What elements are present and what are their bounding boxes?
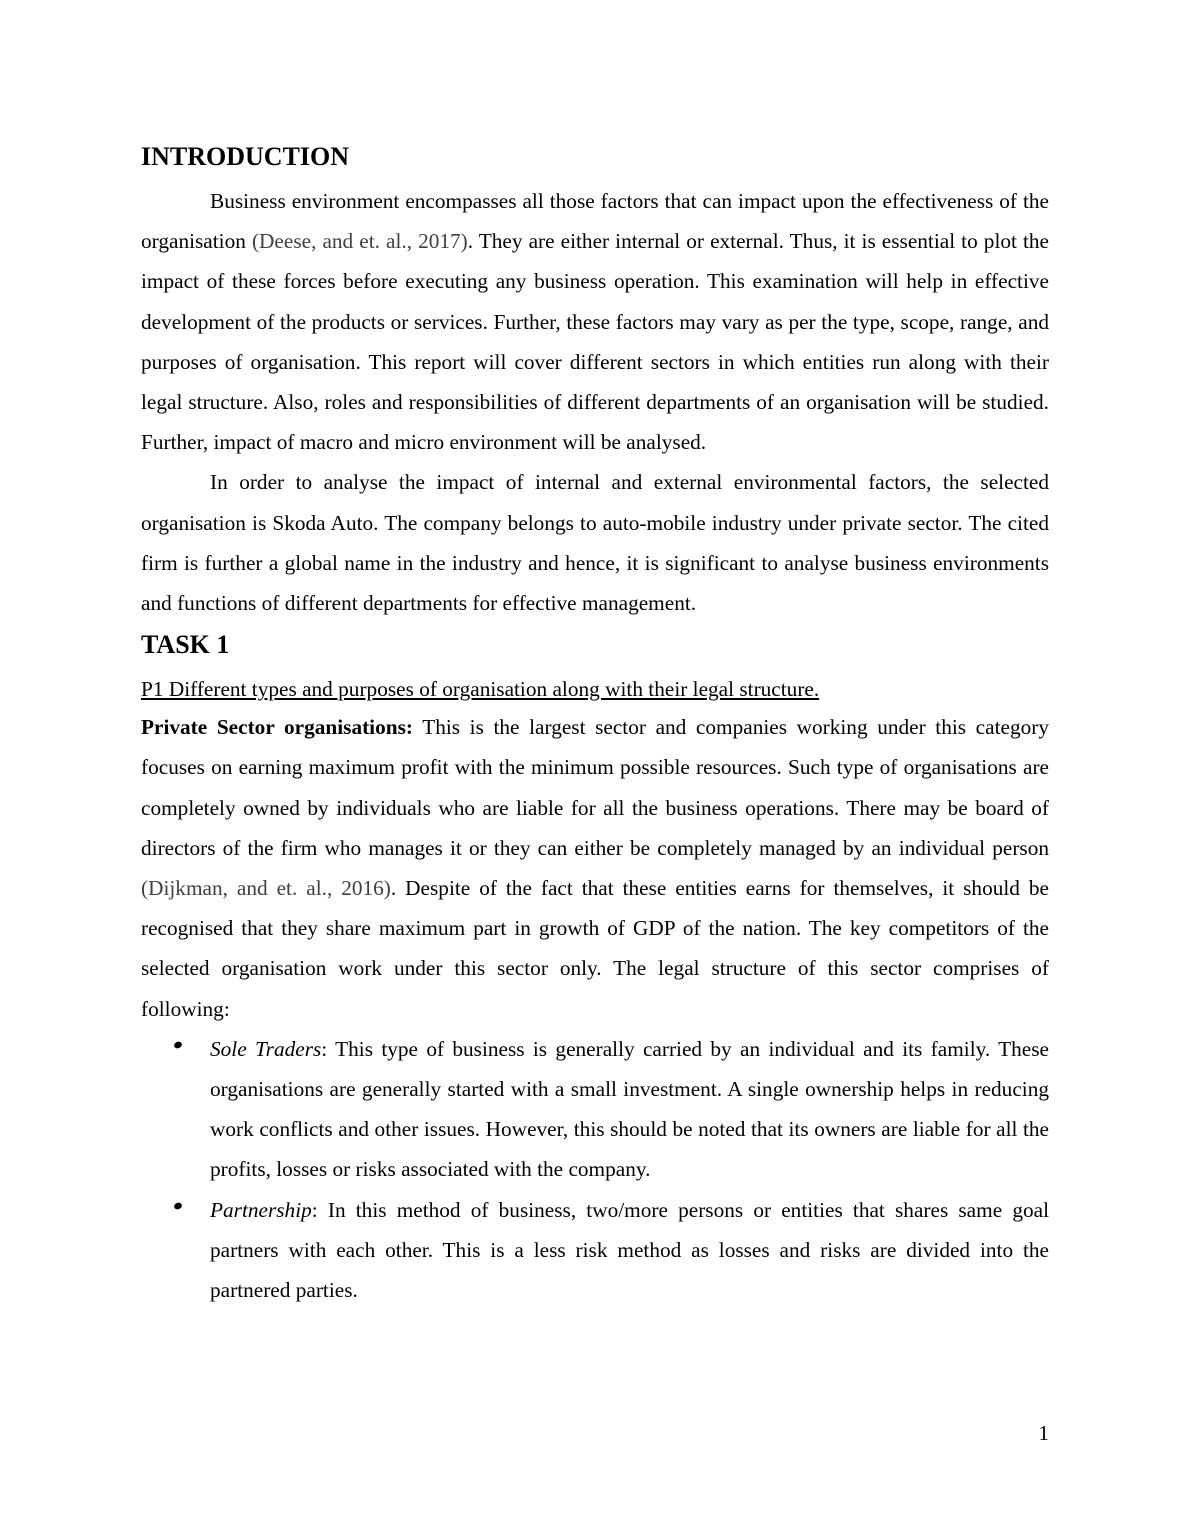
sole-traders-text: : This type of business is generally carried by an individual and its family. These organisations are generally started with a small investment. A single ownership helps in reducing work conflicts and other issues. However, this should be noted that its owners are liable for all the profits, losses or risks associated with the company. xyxy=(210,1036,1049,1182)
intro-p1-text-start: Business environment encompasses all those factors that can impact upon the effectiveness of the organisation xyxy=(141,189,1049,254)
intro-paragraph-2: In order to analyse the impact of internal and external environmental factors, the selected organisation is Skoda Auto. The company belongs to auto-mobile industry under private sector. The cited firm is further a global name in the industry and hence, it is significant to analyse business environments and functions of different departments for effective management. xyxy=(141,470,1049,616)
intro-citation: (Deese, and et. al., 2017) xyxy=(251,229,468,254)
private-sector-label: Private Sector organisations: xyxy=(141,715,413,740)
list-item-sole-traders xyxy=(210,1029,1049,1190)
bullet-icon xyxy=(173,1201,183,1210)
list-item-partnership xyxy=(210,1190,1049,1311)
task-1-heading: TASK 1 xyxy=(141,630,230,660)
page-content xyxy=(141,139,1049,1310)
private-sector-text-end: . Despite of the fact that these entities earns for themselves, it should be recognised that they share maximum part in growth of GDP of the nation. The key competitors of the selected organisation work under this sector only. The legal structure of this sector comprises of following: xyxy=(141,876,1049,1021)
intro-p1-text-end: . They are either internal or external. Thus, it is essential to plot the impact of these forces before executing any business operation. This examination will help in effective development of the products or services. Further, these factors may vary as per the type, scope, range, and purposes of organisation. This report will cover different sectors in which entities run along with their legal structure. Also, roles and responsibilities of different departments of an organisation will be studied. Further, impact of macro and micro environment will be analysed. xyxy=(141,229,1050,455)
p1-subheading: P1 Different types and purposes of organisation along with their legal structure. xyxy=(141,677,820,702)
introduction-heading: INTRODUCTION xyxy=(141,142,350,171)
sole-traders-term: Sole Traders xyxy=(210,1036,322,1061)
partnership-term: Partnership xyxy=(210,1197,312,1222)
legal-structure-list xyxy=(141,1029,1049,1310)
page-number: 1 xyxy=(1038,1421,1049,1445)
private-sector-citation: (Dijkman, and et. al., 2016) xyxy=(141,876,391,901)
intro-paragraph-1 xyxy=(141,181,1049,462)
bullet-icon xyxy=(173,1040,183,1049)
private-sector-paragraph xyxy=(141,707,1049,1029)
private-sector-text-start: This is the largest sector and companies working under this category focuses on earning maximum profit with the minimum possible resources. Such type of organisations are completely owned by individuals who are liable for all the business operations. There may be board of directors of the firm who manages it or they can either be completely managed by an individual person xyxy=(141,715,1049,860)
partnership-text: : In this method of business, two/more persons or entities that shares same goal partners with each other. This is a less risk method as losses and risks are divided into the partnered parties. xyxy=(210,1197,1049,1303)
